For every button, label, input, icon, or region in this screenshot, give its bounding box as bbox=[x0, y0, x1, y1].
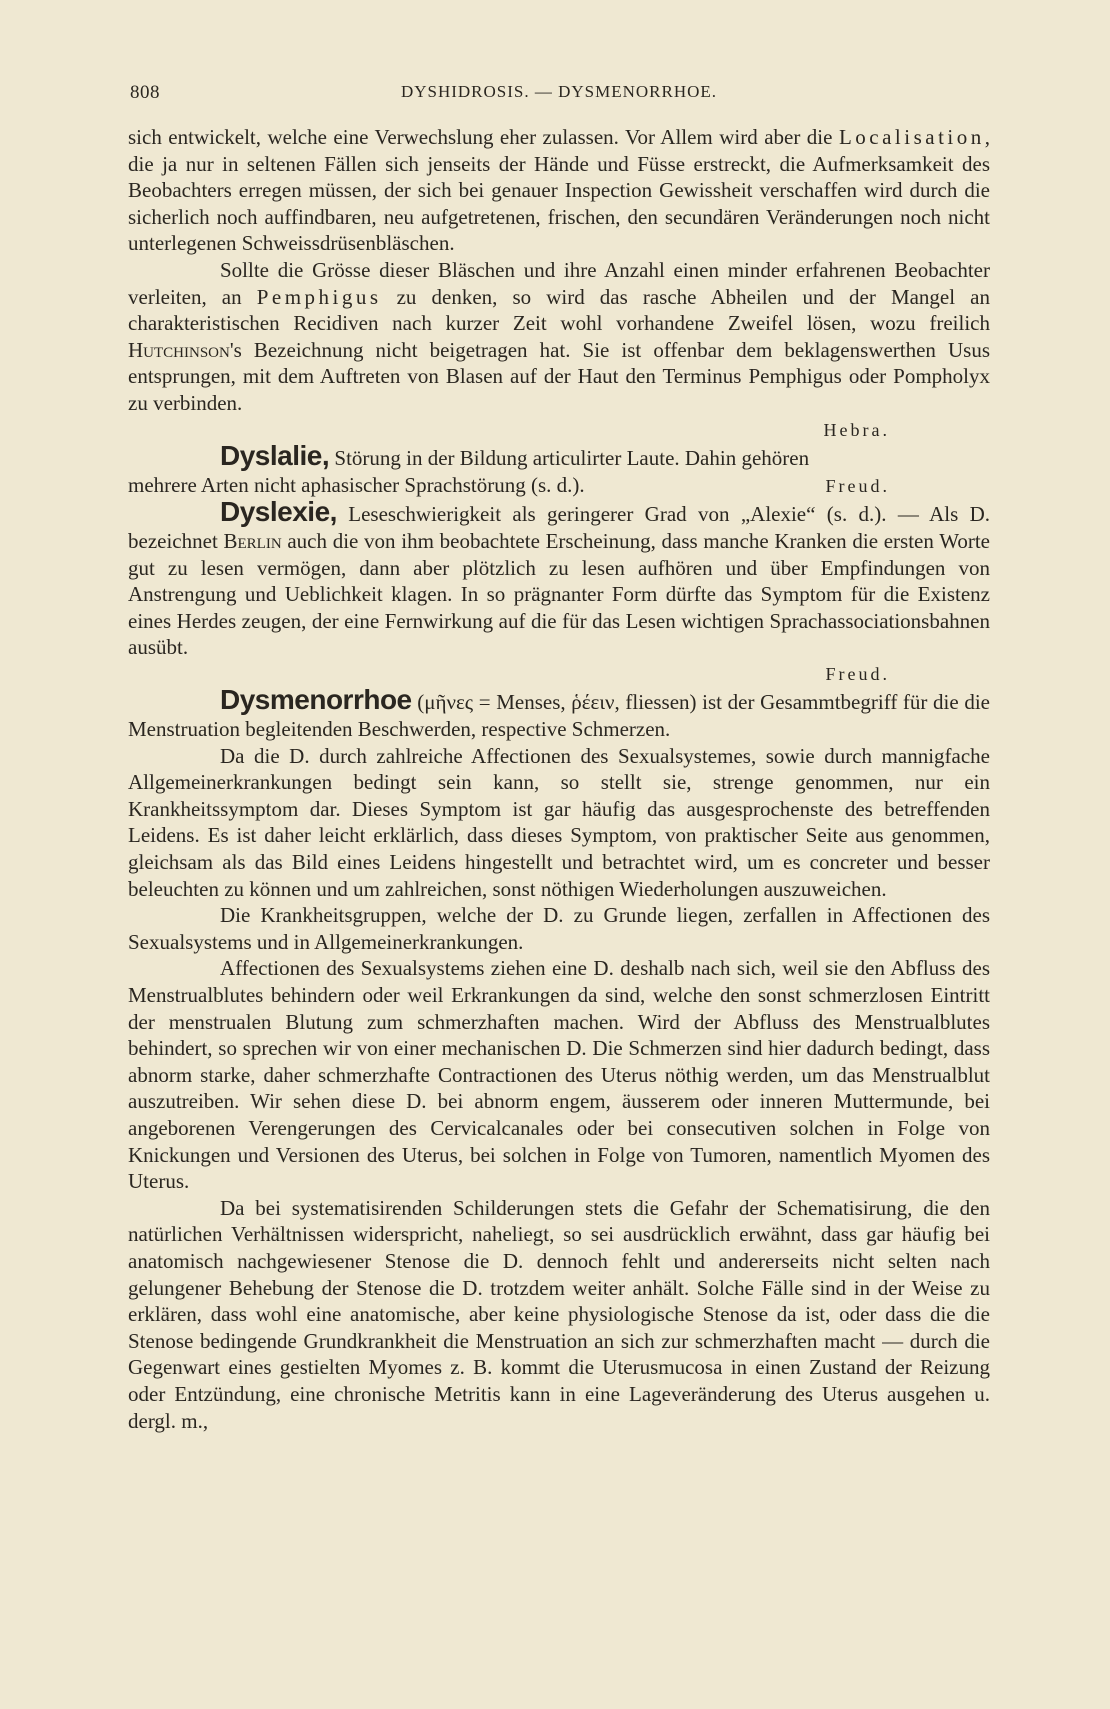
author-name: Hutchinson bbox=[128, 337, 230, 362]
entry-dyslalie bbox=[128, 440, 990, 472]
text-block bbox=[128, 82, 990, 1434]
dyshidrosis-paragraph-1 bbox=[128, 124, 990, 257]
page-body bbox=[128, 124, 990, 1434]
lemma-dyslexie: Dyslexie, bbox=[220, 496, 337, 528]
signature-freud-1: Freud. bbox=[825, 475, 890, 496]
dyslalie-line-2 bbox=[128, 472, 990, 500]
spaced-term: Pemphigus bbox=[256, 284, 382, 309]
entry-dysmenorrhoe bbox=[128, 684, 990, 742]
dysmenorrhoe-paragraph-4: Da bei systematisirenden Schilderungen stets die Gefahr der Schematisirung, die den natürlichen Verhältnissen widerspricht, naheliegt, so sei ausdrücklich erwähnt, dass gar häufig bei anatomisch nachgewiesener Stenose die D. dennoch fehlt und andererseits nicht selten nach gelungener Behebung der Stenose die D. trotzdem weiter anhält. Solche Fälle sind in der Weise zu erklären, dass wohl eine anatomische, aber keine physiologische Stenose da ist, oder dass die die Stenose bedingende Grundkrankheit die Menstruation an sich zur schmerzhaften macht — durch die Gegenwart eines gestielten Myomes z. B. kommt die Uterusmucosa in einen Zustand der Reizung oder Entzündung, eine chronische Metritis kann in eine Lageveränderung des Uterus ausgehen u. dergl. m., bbox=[128, 1195, 990, 1433]
text-run: sich entwickelt, welche eine Verwechslung eher zulassen. Vor Allem wird aber die bbox=[128, 125, 839, 149]
running-header bbox=[128, 82, 990, 110]
author-name: Berlin bbox=[223, 528, 282, 553]
page-number: 808 bbox=[130, 82, 160, 103]
dysmenorrhoe-paragraph-3: Affectionen des Sexualsystems ziehen eine D. deshalb nach sich, weil sie den Abfluss des Menstrualblutes behindern oder weil Erkrankungen da sind, welche den sonst schmerzlosen Eintritt der menstrualen Blutung zum schmerzhaften machen. Wird der Abfluss des Menstrualblutes behindert, so sprechen wir von einer mechanischen D. Die Schmerzen sind hier dadurch bedingt, dass abnorm starke, daher schmerzhafte Contractionen des Uterus nöthig werden, um das Menstrualblut auszutreiben. Wir sehen diese D. bei abnorm engem, äusserem oder inneren Muttermunde, bei angeborenen Verengerungen des Cervicalcanales oder bei consecutiven solchen in Folge von Knickungen und Versionen des Uterus, bei solchen in Folge von Tumoren, namentlich Myomen des Uterus. bbox=[128, 956, 990, 1194]
signature-hebra: Hebra. bbox=[823, 419, 890, 440]
text-run: 's Bezeichnung nicht beigetragen hat. Sie ist offenbar dem beklagenswerthen Usus entsprungen, mit dem Auftreten von Blasen auf der Haut den Terminus Pemphigus oder Pompholyx zu verbinden. bbox=[128, 337, 990, 415]
text-run: Störung in der Bildung articulirter Laute. Dahin gehören bbox=[329, 446, 810, 471]
text-run: Sollte die Grösse dieser Bläschen und ihre Anzahl einen minder erfahrenen Beobachter verleiten, an bbox=[128, 257, 990, 309]
spaced-term: Localisation bbox=[838, 125, 985, 149]
text-run: auch die von ihm beobachtete Erscheinung, dass manche Kranken die ersten Worte gut zu lesen vermögen, dann aber plötzlich zu lesen aufhören und über Empfindungen von Anstrengung und Ueblichkeit klagen. In so prägnanter Form dürfte das Symptom für die Existenz eines Herdes zeugen, der eine Fernwirkung auf die für das Lesen wichtigen Sprachassociationsbahnen ausübt. bbox=[128, 528, 990, 660]
lemma-dyslalie: Dyslalie, bbox=[220, 440, 330, 472]
text-run: , die ja nur in seltenen Fällen sich jenseits der Hände und Füsse erstreckt, die Aufmerksamkeit des Beobachters erregen müssen, der sich bei genauer Inspection Gewissheit verschaffen wird durch die sicherlich noch auffindbaren, neu aufgetretenen, frischen, den secundären Veränderungen noch nicht unterlegenen Schweissdrüsenbläschen. bbox=[128, 125, 990, 256]
text-run: Leseschwierigkeit als geringerer Grad von „Alexie“ (s. d.). — Als D. bezeichnet bbox=[128, 502, 990, 553]
text-run: (μῆνες = Menses, ῥέειν, fliessen) ist der Gesammtbegriff für die die Menstruation begleitenden Beschwerden, respective Schmerzen. bbox=[128, 690, 990, 742]
dyshidrosis-paragraph-2 bbox=[128, 257, 990, 417]
signature-freud-2: Freud. bbox=[825, 663, 890, 684]
dysmenorrhoe-paragraph-2: Die Krankheitsgruppen, welche der D. zu Grunde liegen, zerfallen in Affectionen des Sexualsystems und in Allgemeinerkrankungen. bbox=[128, 903, 990, 954]
entry-dyslexie bbox=[128, 496, 990, 661]
running-title: DYSHIDROSIS. — DYSMENORRHOE. bbox=[400, 82, 718, 101]
dysmenorrhoe-paragraph-1: Da die D. durch zahlreiche Affectionen des Sexualsystemes, sowie durch mannigfache Allgemeinerkrankungen bedingt sein kann, so stellt sie, strenge genommen, nur ein Krankheitssymptom dar. Dieses Symptom ist gar häufig das ausgesprochenste des betreffenden Leidens. Es ist daher leicht erklärlich, dass dieses Symptom, von praktischer Seite aus genommen, gleichsam als das Bild eines Leidens hingestellt und betrachtet wird, um es concreter und besser beleuchten zu können und um zahlreichen, sonst nöthigen Wiederholungen auszuweichen. bbox=[128, 743, 990, 901]
lemma-dysmenorrhoe: Dysmenorrhoe bbox=[220, 684, 412, 716]
text-run: zu denken, so wird das rasche Abheilen und der Mangel an charakteristischen Recidiven nach kurzer Zeit wohl vorhandene Zweifel lösen, wozu freilich bbox=[128, 284, 990, 336]
text-run: mehrere Arten nicht aphasischer Sprachstörung (s. d.). bbox=[128, 472, 585, 497]
